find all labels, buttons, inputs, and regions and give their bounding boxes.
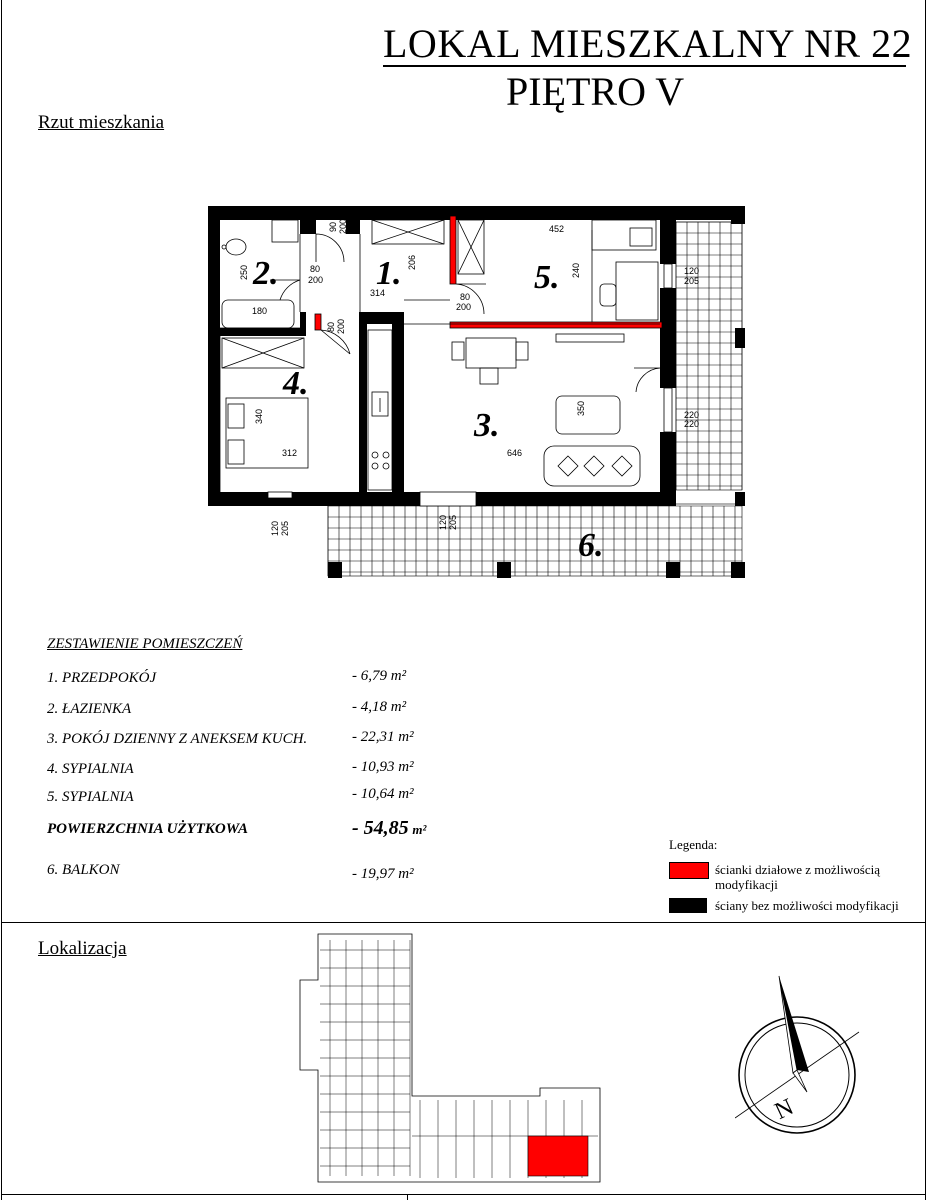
plan-section-label: Rzut mieszkania xyxy=(38,112,165,133)
door-dim-80c: 80 xyxy=(460,292,471,302)
bottom-tick xyxy=(407,1194,408,1200)
legend-label-black: ściany bez możliwości modyfikacji xyxy=(715,898,899,913)
dim-250: 250 xyxy=(239,264,249,280)
door-dim-80a: 80 xyxy=(310,264,321,274)
win-dim-220a: 220 xyxy=(684,410,700,420)
dim-240: 240 xyxy=(571,262,581,278)
floor-title: PIĘTRO V xyxy=(506,69,685,114)
room-number-5: 5. xyxy=(534,259,560,296)
room-number-4: 4. xyxy=(283,365,309,402)
dim-312: 312 xyxy=(282,448,298,458)
dim-340: 340 xyxy=(254,408,264,424)
balcony-row-name: 6. BALKON xyxy=(47,862,120,878)
room-row-name: 4. SYPIALNIA xyxy=(47,761,134,777)
door-dim-200a: 200 xyxy=(308,275,324,285)
section-divider xyxy=(1,922,925,923)
door-dim-80b: 80 xyxy=(326,321,336,332)
total-area-value xyxy=(352,817,426,840)
win-dim-205c: 205 xyxy=(448,514,458,530)
legend-label-red: ścianki działowe z możliwością modyfikacji xyxy=(715,862,880,892)
dim-350: 350 xyxy=(576,400,586,416)
dim-206: 206 xyxy=(407,254,417,270)
dim-180: 180 xyxy=(252,306,268,316)
total-area-unit: m² xyxy=(412,822,427,837)
room-row-area: - 10,93 m² xyxy=(352,759,414,775)
room-row-name: 3. POKÓJ DZIENNY Z ANEKSEM KUCH. xyxy=(47,731,308,747)
room-row-area: - 6,79 m² xyxy=(352,668,407,684)
room-row-name: 1. PRZEDPOKÓJ xyxy=(47,670,157,686)
room-number-6: 6. xyxy=(578,527,604,564)
room-number-2: 2. xyxy=(253,255,279,292)
win-dim-120c: 120 xyxy=(438,514,448,530)
door-dim-200c: 200 xyxy=(456,302,472,312)
compass-rose xyxy=(735,970,865,1150)
dim-452: 452 xyxy=(549,224,565,234)
room-row-name: 2. ŁAZIENKA xyxy=(47,701,132,717)
room-row-area: - 10,64 m² xyxy=(352,786,414,802)
bottom-divider xyxy=(1,1194,925,1195)
room-row-area: - 4,18 m² xyxy=(352,699,407,715)
win-dim-205a: 205 xyxy=(684,276,700,286)
balcony-row-area: - 19,97 m² xyxy=(352,866,414,882)
room-row-area: - 22,31 m² xyxy=(352,729,414,745)
total-area-label: POWIERZCHNIA UŻYTKOWA xyxy=(47,821,248,837)
door-dim-200b: 200 xyxy=(336,318,346,334)
win-dim-120a: 120 xyxy=(684,266,700,276)
room-row-name: 5. SYPIALNIA xyxy=(47,789,134,805)
win-dim-205b: 205 xyxy=(280,520,290,536)
compass-north-letter: N xyxy=(770,1094,798,1125)
dim-314: 314 xyxy=(370,288,386,298)
doors xyxy=(270,234,660,392)
room-number-3: 3. xyxy=(474,407,500,444)
legend-title: Legenda: xyxy=(669,837,718,852)
win-dim-220b: 220 xyxy=(684,419,700,429)
door-dim-90: 90 xyxy=(328,221,338,232)
legend-swatch-black xyxy=(669,898,707,913)
dim-646: 646 xyxy=(507,448,523,458)
room-number-1: 1. xyxy=(376,255,402,292)
apartment-title: LOKAL MIESZKALNY NR 22 xyxy=(383,21,913,66)
legend-swatch-red xyxy=(669,862,709,879)
rooms-table-title: ZESTAWIENIE POMIESZCZEŃ xyxy=(47,636,243,652)
win-dim-120b: 120 xyxy=(270,520,280,536)
door-dim-200: 200 xyxy=(338,218,348,234)
location-section-label: Lokalizacja xyxy=(38,938,127,959)
total-area-number: - 54,85 xyxy=(352,817,409,839)
